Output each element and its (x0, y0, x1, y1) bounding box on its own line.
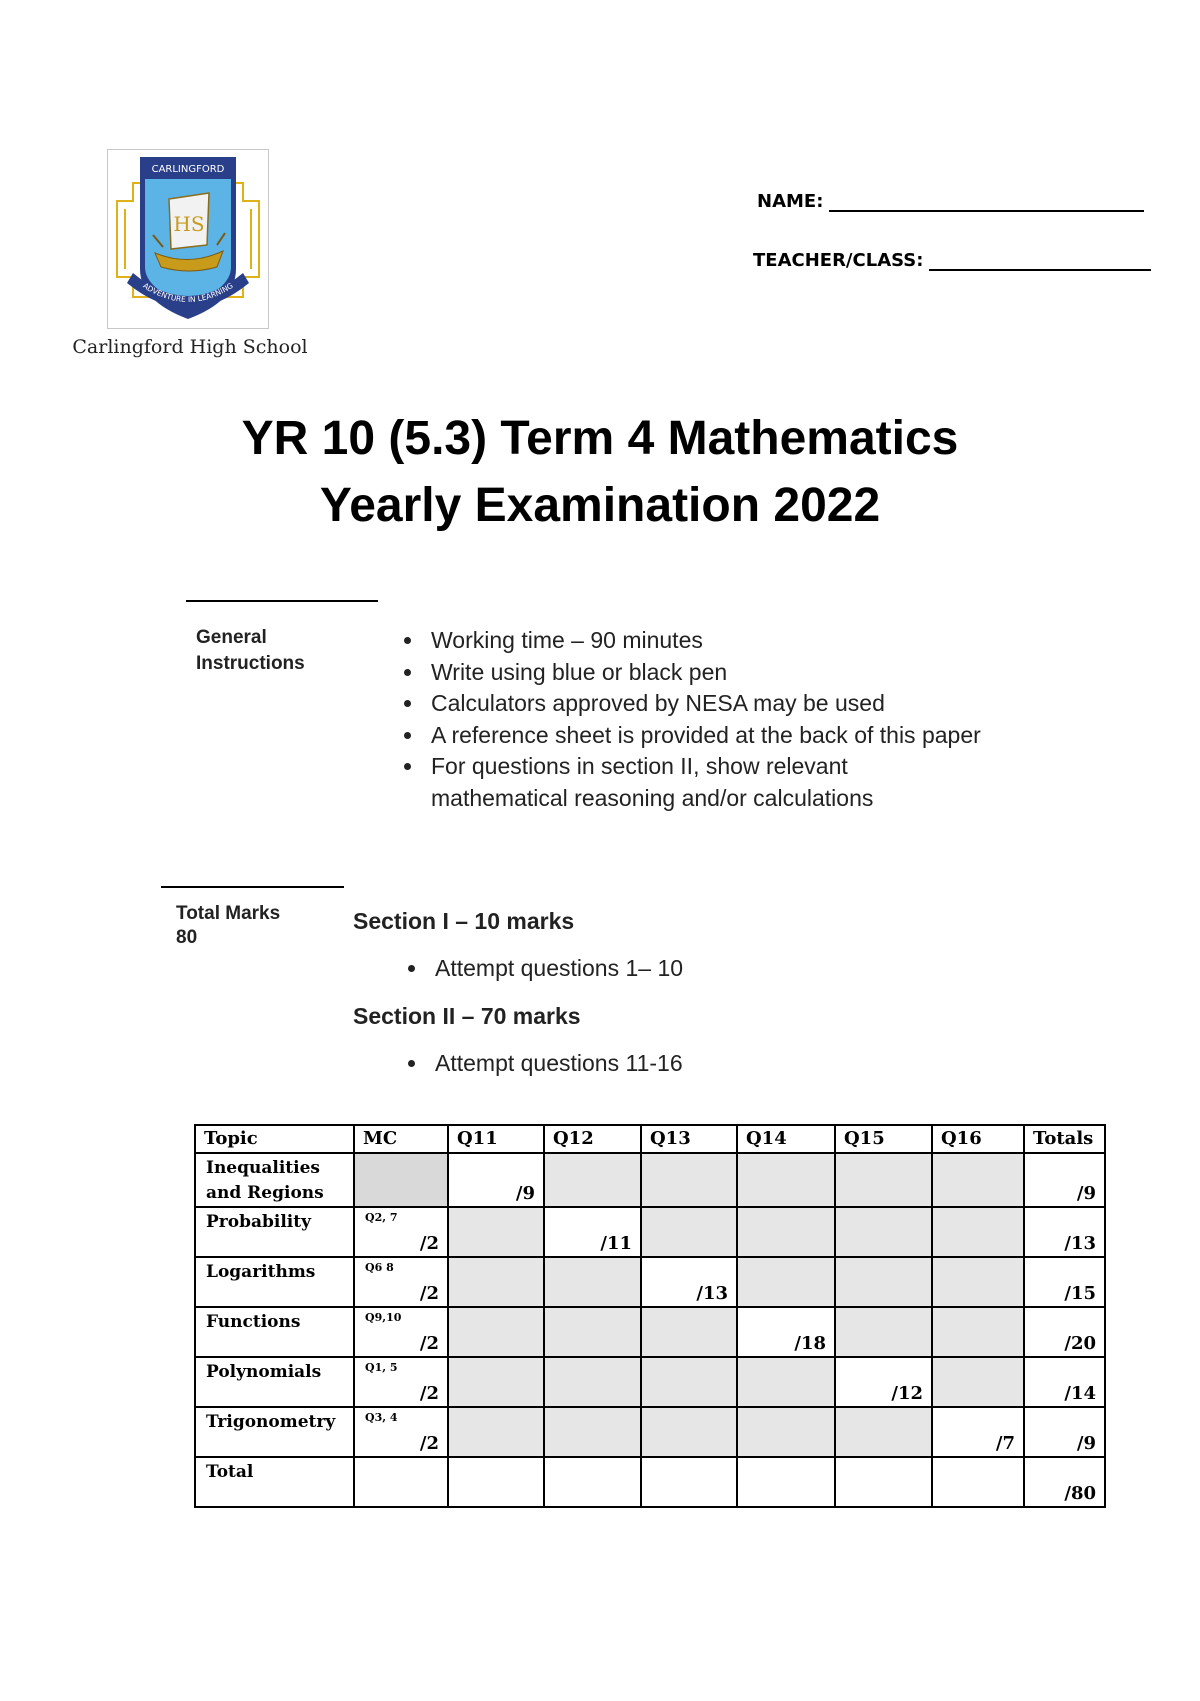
q14-total-cell[interactable] (737, 1457, 835, 1507)
section2-list (389, 1050, 929, 1077)
topic-cell: Logarithms (195, 1257, 354, 1307)
total-row-label: Total (195, 1457, 354, 1507)
q13-cell (641, 1307, 737, 1357)
general-instructions-rule (186, 600, 378, 602)
exam-title-line1: YR 10 (5.3) Term 4 Mathematics (241, 412, 959, 465)
q16-cell (932, 1257, 1024, 1307)
q12-cell (544, 1357, 641, 1407)
q11-cell (448, 1307, 544, 1357)
header-topic: Topic (195, 1125, 354, 1153)
q15-total-cell[interactable] (835, 1457, 932, 1507)
total-marks-rule (161, 886, 344, 888)
logo-text-top: CARLINGFORD (151, 164, 225, 175)
q15-cell[interactable]: /12 (835, 1357, 932, 1407)
general-instructions-label: General Instructions (196, 627, 305, 674)
q14-cell (737, 1257, 835, 1307)
teacher-class-line[interactable] (929, 249, 1151, 271)
logo-monogram: HS (173, 212, 205, 236)
total-cell[interactable]: /14 (1024, 1357, 1105, 1407)
topic-cell: Probability (195, 1207, 354, 1257)
q12-cell (544, 1257, 641, 1307)
name-line[interactable] (829, 190, 1144, 212)
table-row (195, 1357, 1105, 1407)
section2-heading: Section II – 70 marks (353, 1003, 581, 1029)
total-marks-label: Total Marks 80 (176, 903, 281, 948)
q15-cell (835, 1307, 932, 1357)
topic-cell: Trigonometry (195, 1407, 354, 1457)
table-row (195, 1307, 1105, 1357)
mc-cell[interactable]: Q1, 5 /2 (354, 1357, 448, 1407)
total-cell[interactable]: /20 (1024, 1307, 1105, 1357)
q11-cell (448, 1407, 544, 1457)
school-name: Carlingford High School (72, 336, 308, 358)
total-marks-value: 80 (176, 927, 198, 948)
q13-cell (641, 1207, 737, 1257)
q15-cell (835, 1153, 932, 1207)
name-label: NAME: (757, 191, 824, 212)
q13-cell[interactable]: /13 (641, 1257, 737, 1307)
q14-cell (737, 1207, 835, 1257)
q11-cell (448, 1357, 544, 1407)
q16-cell (932, 1357, 1024, 1407)
q12-cell (544, 1153, 641, 1207)
topic-cell: Polynomials (195, 1357, 354, 1407)
teacher-class-label: TEACHER/CLASS: (753, 250, 924, 271)
header-mc: MC (354, 1125, 448, 1153)
total-cell[interactable]: /15 (1024, 1257, 1105, 1307)
logo-motto: ADVENTURE IN LEARNING (141, 280, 235, 305)
total-cell[interactable]: /9 (1024, 1407, 1105, 1457)
table-row (195, 1407, 1105, 1457)
q16-cell (932, 1307, 1024, 1357)
header-q14: Q14 (737, 1125, 835, 1153)
q13-total-cell[interactable] (641, 1457, 737, 1507)
mc-cell[interactable]: Q9,10 /2 (354, 1307, 448, 1357)
header-q13: Q13 (641, 1125, 737, 1153)
instruction-item: • Write using blue or black pen (425, 657, 985, 689)
mc-total-cell[interactable] (354, 1457, 448, 1507)
q13-cell (641, 1407, 737, 1457)
q11-cell (448, 1207, 544, 1257)
marks-table (194, 1124, 1106, 1508)
q12-total-cell[interactable] (544, 1457, 641, 1507)
q15-cell (835, 1207, 932, 1257)
q12-cell (544, 1307, 641, 1357)
section1-item: • Attempt questions 1– 10 (429, 955, 929, 982)
table-header-row (195, 1125, 1105, 1153)
section1-heading: Section I – 10 marks (353, 908, 575, 934)
table-row (195, 1257, 1105, 1307)
mc-cell (354, 1153, 448, 1207)
q14-cell (737, 1357, 835, 1407)
exam-title (0, 405, 1200, 539)
instruction-item: • A reference sheet is provided at the back of this paper (425, 720, 985, 752)
q15-cell (835, 1407, 932, 1457)
total-cell[interactable]: /13 (1024, 1207, 1105, 1257)
total-cell[interactable]: /9 (1024, 1153, 1105, 1207)
header-q16: Q16 (932, 1125, 1024, 1153)
topic-cell: Inequalities and Regions (195, 1153, 354, 1207)
instruction-item: • Calculators approved by NESA may be used (425, 688, 985, 720)
q14-cell (737, 1153, 835, 1207)
mc-cell[interactable]: Q3, 4 /2 (354, 1407, 448, 1457)
q16-cell (932, 1153, 1024, 1207)
grand-total-cell[interactable]: /80 (1024, 1457, 1105, 1507)
q13-cell (641, 1357, 737, 1407)
q11-total-cell[interactable] (448, 1457, 544, 1507)
section1-list (389, 955, 929, 982)
table-row (195, 1207, 1105, 1257)
header-q15: Q15 (835, 1125, 932, 1153)
topic-cell: Functions (195, 1307, 354, 1357)
q12-cell[interactable]: /11 (544, 1207, 641, 1257)
mc-cell[interactable]: Q6 8 /2 (354, 1257, 448, 1307)
name-field[interactable] (757, 190, 1144, 212)
table-total-row (195, 1457, 1105, 1507)
q14-cell (737, 1407, 835, 1457)
header-q12: Q12 (544, 1125, 641, 1153)
instruction-item: • For questions in section II, show relevant mathematical reasoning and/or calculations (425, 751, 985, 814)
q16-cell (932, 1207, 1024, 1257)
q15-cell (835, 1257, 932, 1307)
teacher-class-field[interactable] (753, 249, 1151, 271)
general-instructions-list (385, 625, 985, 814)
q11-cell (448, 1257, 544, 1307)
table-row (195, 1153, 1105, 1207)
q11-cell[interactable]: /9 (448, 1153, 544, 1207)
q16-total-cell[interactable] (932, 1457, 1024, 1507)
school-logo (107, 149, 269, 329)
section2-item: • Attempt questions 11-16 (429, 1050, 929, 1077)
q16-cell[interactable]: /7 (932, 1407, 1024, 1457)
q12-cell (544, 1407, 641, 1457)
q14-cell[interactable]: /18 (737, 1307, 835, 1357)
instruction-item: • Working time – 90 minutes (425, 625, 985, 657)
header-totals: Totals (1024, 1125, 1105, 1153)
header-q11: Q11 (448, 1125, 544, 1153)
exam-title-line2: Yearly Examination 2022 (319, 479, 881, 532)
q13-cell (641, 1153, 737, 1207)
mc-cell[interactable]: Q2, 7 /2 (354, 1207, 448, 1257)
